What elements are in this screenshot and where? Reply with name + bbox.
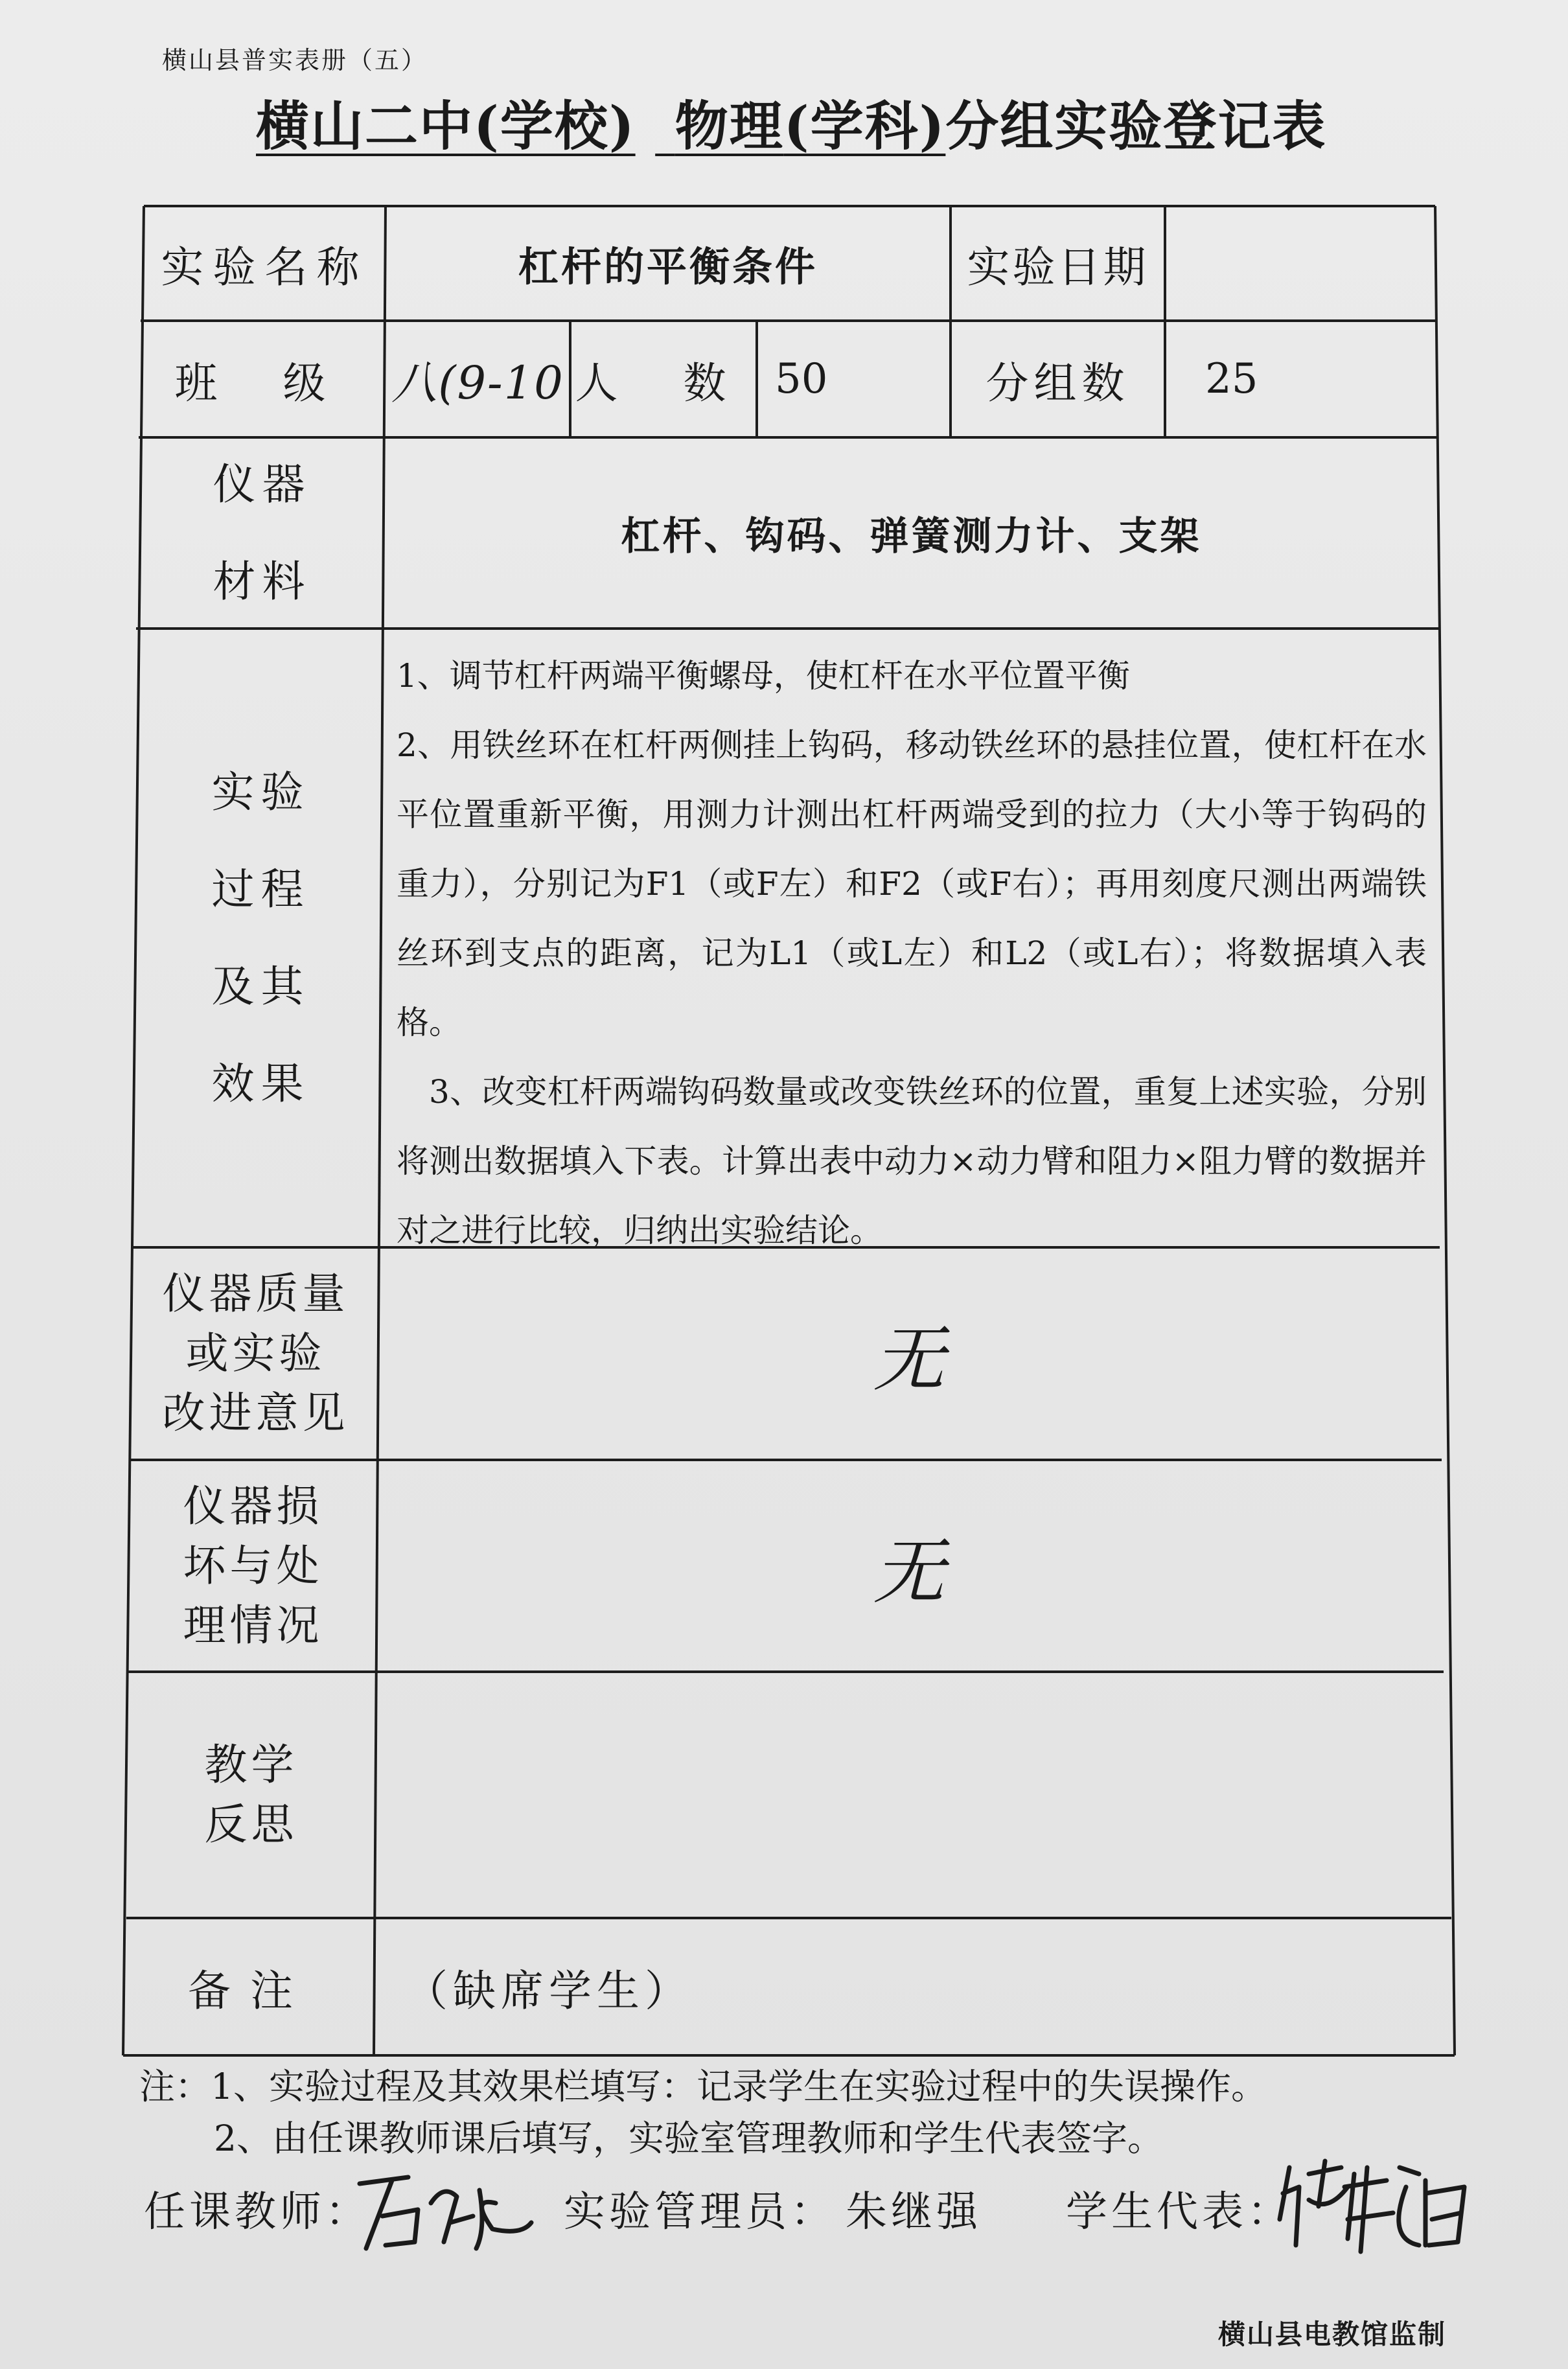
admin-label: 实验管理员： [564,2188,836,2236]
experiment-name-value: 杠杆的平衡条件 [518,243,818,290]
materials-value: 杠杆、钩码、弹簧测力计、支架 [621,513,1202,559]
process-step-2: 2、用铁丝环在杠杆两侧挂上钩码，移动铁丝环的悬挂位置，使杠杆在水平位置重新平衡，用测力计测出杠杆两端受到的拉力（大小等于钩码的重力），分别记为F1（或F左）和F2（或F右）；再用刻度尺测出两端铁丝环到支点的距离，记为L1（或L左）和L2（或L右）；将数据填入表格。 [397,726,1427,1041]
class-value: 八(9-10 [391,356,564,410]
experiment-date-value [1165,206,1435,321]
reflection-label: 教学 反思 [204,1740,298,1849]
remarks-value: （缺席学生） [405,1965,693,2016]
teacher-signature [347,2158,541,2255]
process-step-1: 1、调节杠杆两端平衡螺母，使杠杆在水平位置平衡 [397,657,1130,695]
subject-name: 物理(学科) [674,95,946,157]
process-step-3: 3、改变杠杆两端钩码数量或改变铁丝环的位置，重复上述实验，分别将测出数据填入下表。计算出表中动力×动力臂和阻力×阻力臂的数据并对之进行比较，归纳出实验结论。 [397,1073,1427,1249]
damage-value: 无 [873,1530,946,1613]
footnotes [139,2061,1267,2164]
process-text [397,641,1427,1265]
student-count-value: 50 [775,355,828,403]
process-label: 实验 过程 及其 效果 [211,767,310,1109]
footer-producer: 横山县电教馆监制 [1218,2318,1447,2350]
school-name: 横山二中(学校) [256,95,636,157]
student-rep-label: 学生代表： [1066,2188,1293,2236]
footnote-1: 注：1、实验过程及其效果栏填写：记录学生在实验过程中的失误操作。 [139,2066,1267,2107]
teacher-signature-label: 任课教师： [144,2188,371,2236]
materials-label: 仪器 材料 [213,459,312,607]
student-count-label: 人 数 [575,358,752,408]
class-label: 班 级 [174,358,352,408]
group-count-label: 分组数 [986,358,1130,408]
form-name: 分组实验登记表 [945,95,1327,157]
damage-label: 仪器损 坏与处 理情况 [183,1481,323,1650]
quality-label: 仪器质量 或实验 改进意见 [162,1269,349,1438]
group-count-value: 25 [1205,355,1258,403]
admin-name: 朱继强 [846,2188,982,2236]
form-title [256,84,1357,160]
student-signature [1270,2148,1477,2265]
quality-value: 无 [873,1318,946,1401]
series-label: 横山县普实表册（五） [162,46,428,75]
remarks-label: 备注 [188,1965,312,2016]
footnote-2: 2、由任课教师课后填写，实验室管理教师和学生代表签字。 [214,2118,1163,2159]
reflection-value [375,1672,1444,1918]
experiment-name-label: 实验名称 [161,242,369,292]
experiment-date-label: 实验日期 [967,242,1149,292]
